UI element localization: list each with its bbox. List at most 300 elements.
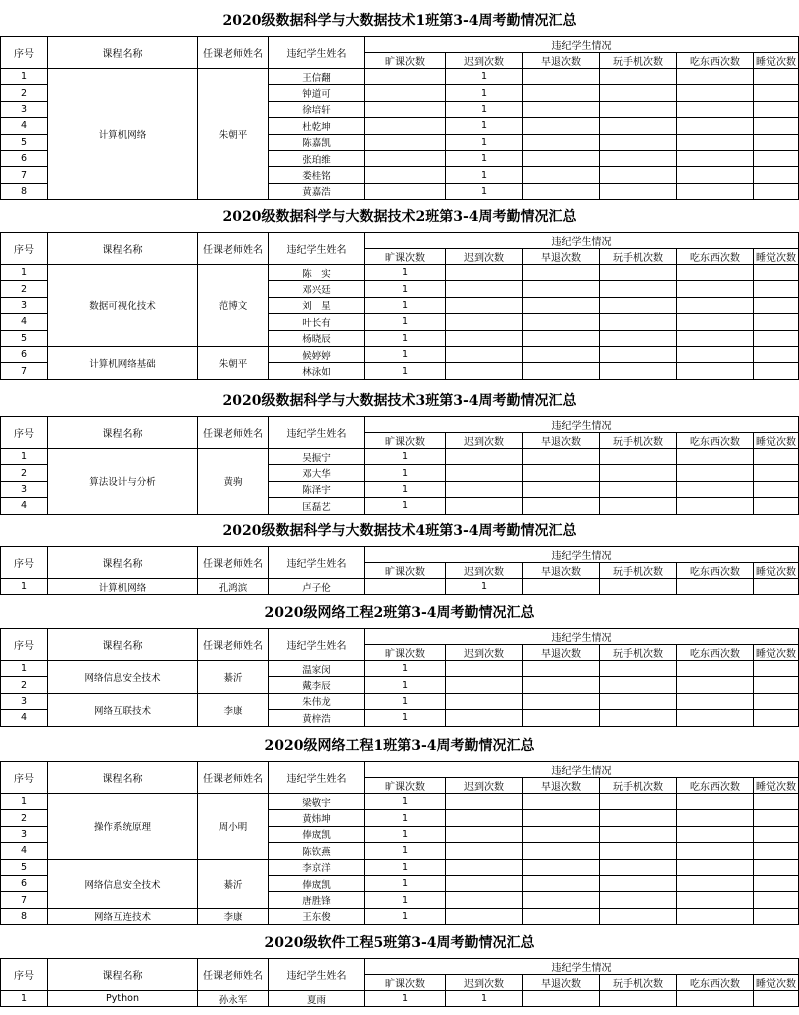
- header-course: 课程名称: [48, 233, 198, 265]
- count-cell: [446, 677, 523, 693]
- count-cell: [754, 134, 799, 150]
- header-course: 课程名称: [48, 417, 198, 449]
- header-count-col: 吃东西次数: [677, 433, 754, 449]
- count-cell: [523, 314, 600, 330]
- count-cell: [677, 150, 754, 166]
- count-cell: 1: [365, 330, 446, 346]
- student-name-cell: 温家闵: [269, 661, 365, 677]
- count-cell: [523, 710, 600, 726]
- count-cell: [677, 101, 754, 117]
- count-cell: [677, 843, 754, 859]
- count-cell: [523, 481, 600, 497]
- count-cell: [754, 449, 799, 465]
- header-teacher: 任课老师姓名: [198, 417, 269, 449]
- count-cell: [754, 859, 799, 875]
- count-cell: [677, 330, 754, 346]
- count-cell: 1: [446, 167, 523, 183]
- count-cell: 1: [446, 85, 523, 101]
- count-cell: [677, 859, 754, 875]
- count-cell: [446, 794, 523, 810]
- count-cell: [446, 908, 523, 924]
- student-name-cell: 俸宬凯: [269, 875, 365, 891]
- header-count-col: 早退次数: [523, 563, 600, 579]
- count-cell: [754, 183, 799, 199]
- seq-cell: 1: [1, 265, 48, 281]
- count-cell: [446, 875, 523, 891]
- seq-cell: 1: [1, 991, 48, 1007]
- count-cell: [523, 297, 600, 313]
- header-count-col: 旷课次数: [365, 645, 446, 661]
- seq-cell: 1: [1, 661, 48, 677]
- count-cell: [600, 69, 677, 85]
- count-cell: [523, 346, 600, 362]
- count-cell: [600, 991, 677, 1007]
- count-cell: [754, 826, 799, 842]
- student-name-cell: 戴李辰: [269, 677, 365, 693]
- header-count-col: 玩手机次数: [600, 778, 677, 794]
- count-cell: [677, 794, 754, 810]
- count-cell: [677, 693, 754, 709]
- count-cell: [600, 481, 677, 497]
- count-cell: [677, 449, 754, 465]
- count-cell: [446, 346, 523, 362]
- count-cell: [523, 693, 600, 709]
- count-cell: [523, 101, 600, 117]
- count-cell: [600, 465, 677, 481]
- header-count-col: 玩手机次数: [600, 563, 677, 579]
- header-violation-group: 违纪学生情况: [365, 37, 799, 53]
- count-cell: [446, 810, 523, 826]
- seq-cell: 2: [1, 281, 48, 297]
- count-cell: 1: [365, 363, 446, 379]
- count-cell: [365, 101, 446, 117]
- seq-cell: 4: [1, 843, 48, 859]
- count-cell: 1: [365, 449, 446, 465]
- count-cell: [600, 85, 677, 101]
- header-course: 课程名称: [48, 547, 198, 579]
- count-cell: [365, 579, 446, 595]
- count-cell: [600, 183, 677, 199]
- count-cell: [677, 677, 754, 693]
- count-cell: [677, 346, 754, 362]
- attendance-table: [0, 416, 799, 515]
- header-count-col: 睡觉次数: [754, 975, 799, 991]
- count-cell: [365, 183, 446, 199]
- student-name-cell: 梁敬宇: [269, 794, 365, 810]
- count-cell: 1: [365, 481, 446, 497]
- count-cell: [677, 314, 754, 330]
- count-cell: 1: [365, 710, 446, 726]
- student-name-cell: 杜乾坤: [269, 118, 365, 134]
- student-name-cell: 匡磊艺: [269, 498, 365, 514]
- header-count-col: 迟到次数: [446, 778, 523, 794]
- count-cell: [523, 859, 600, 875]
- student-name-cell: 黄嘉浩: [269, 183, 365, 199]
- count-cell: [446, 826, 523, 842]
- header-count-col: 睡觉次数: [754, 433, 799, 449]
- header-count-col: 早退次数: [523, 975, 600, 991]
- count-cell: 1: [365, 661, 446, 677]
- count-cell: [523, 330, 600, 346]
- count-cell: [754, 579, 799, 595]
- attendance-table: [0, 36, 799, 200]
- count-cell: [600, 498, 677, 514]
- table-row: [1, 908, 799, 924]
- seq-cell: 1: [1, 794, 48, 810]
- count-cell: [677, 892, 754, 908]
- course-cell: 算法设计与分析: [48, 449, 198, 515]
- count-cell: [446, 859, 523, 875]
- header-count-col: 睡觉次数: [754, 249, 799, 265]
- seq-cell: 6: [1, 346, 48, 362]
- count-cell: [446, 843, 523, 859]
- header-seq: 序号: [1, 547, 48, 579]
- count-cell: [754, 693, 799, 709]
- count-cell: 1: [365, 281, 446, 297]
- header-count-col: 迟到次数: [446, 53, 523, 69]
- seq-cell: 6: [1, 875, 48, 891]
- header-teacher: 任课老师姓名: [198, 762, 269, 794]
- student-name-cell: 陈 实: [269, 265, 365, 281]
- student-name-cell: 朱伟龙: [269, 693, 365, 709]
- student-name-cell: 王东俊: [269, 908, 365, 924]
- count-cell: 1: [446, 183, 523, 199]
- count-cell: 1: [365, 693, 446, 709]
- count-cell: [677, 875, 754, 891]
- count-cell: [600, 677, 677, 693]
- count-cell: [523, 892, 600, 908]
- count-cell: [600, 794, 677, 810]
- header-count-col: 玩手机次数: [600, 975, 677, 991]
- header-count-col: 吃东西次数: [677, 563, 754, 579]
- attendance-table: [0, 546, 799, 595]
- table-row: [1, 69, 799, 85]
- count-cell: [754, 661, 799, 677]
- block-title: 2020级网络工程2班第3-4周考勤情况汇总: [264, 605, 535, 621]
- student-name-cell: 娄桂铭: [269, 167, 365, 183]
- header-count-col: 迟到次数: [446, 645, 523, 661]
- count-cell: [446, 481, 523, 497]
- header-count-col: 玩手机次数: [600, 433, 677, 449]
- header-teacher: 任课老师姓名: [198, 629, 269, 661]
- count-cell: [600, 167, 677, 183]
- count-cell: 1: [365, 498, 446, 514]
- header-count-col: 旷课次数: [365, 975, 446, 991]
- count-cell: [754, 330, 799, 346]
- count-cell: [600, 843, 677, 859]
- count-cell: [677, 810, 754, 826]
- count-cell: [754, 69, 799, 85]
- student-name-cell: 唐胜锋: [269, 892, 365, 908]
- count-cell: [754, 101, 799, 117]
- header-count-col: 吃东西次数: [677, 53, 754, 69]
- student-name-cell: 钟道可: [269, 85, 365, 101]
- header-seq: 序号: [1, 37, 48, 69]
- count-cell: [677, 908, 754, 924]
- count-cell: [365, 69, 446, 85]
- seq-cell: 2: [1, 810, 48, 826]
- table-row: [1, 794, 799, 810]
- count-cell: [446, 297, 523, 313]
- table-row: [1, 991, 799, 1007]
- count-cell: [754, 794, 799, 810]
- count-cell: [677, 265, 754, 281]
- count-cell: [754, 465, 799, 481]
- seq-cell: 4: [1, 118, 48, 134]
- header-teacher: 任课老师姓名: [198, 547, 269, 579]
- seq-cell: 7: [1, 892, 48, 908]
- count-cell: [523, 794, 600, 810]
- count-cell: [754, 498, 799, 514]
- count-cell: [523, 579, 600, 595]
- count-cell: [365, 85, 446, 101]
- count-cell: [523, 167, 600, 183]
- seq-cell: 4: [1, 710, 48, 726]
- count-cell: [600, 118, 677, 134]
- count-cell: 1: [365, 794, 446, 810]
- count-cell: 1: [446, 579, 523, 595]
- header-seq: 序号: [1, 629, 48, 661]
- count-cell: [754, 875, 799, 891]
- header-seq: 序号: [1, 762, 48, 794]
- seq-cell: 2: [1, 465, 48, 481]
- course-cell: 网络互连技术: [48, 908, 198, 924]
- teacher-cell: 黄驹: [198, 449, 269, 515]
- seq-cell: 2: [1, 677, 48, 693]
- header-count-col: 早退次数: [523, 433, 600, 449]
- student-name-cell: 张珀维: [269, 150, 365, 166]
- seq-cell: 2: [1, 85, 48, 101]
- header-violation-group: 违纪学生情况: [365, 629, 799, 645]
- count-cell: [446, 661, 523, 677]
- count-cell: [365, 167, 446, 183]
- student-name-cell: 徐培轩: [269, 101, 365, 117]
- count-cell: [600, 449, 677, 465]
- student-name-cell: 叶长有: [269, 314, 365, 330]
- seq-cell: 1: [1, 579, 48, 595]
- count-cell: [677, 710, 754, 726]
- seq-cell: 3: [1, 826, 48, 842]
- count-cell: [365, 134, 446, 150]
- count-cell: [446, 710, 523, 726]
- block-title: 2020级数据科学与大数据技术2班第3-4周考勤情况汇总: [222, 209, 577, 225]
- count-cell: [446, 465, 523, 481]
- student-name-cell: 杨晓辰: [269, 330, 365, 346]
- count-cell: 1: [365, 677, 446, 693]
- count-cell: 1: [365, 297, 446, 313]
- count-cell: [523, 810, 600, 826]
- header-count-col: 吃东西次数: [677, 975, 754, 991]
- count-cell: [446, 265, 523, 281]
- count-cell: [677, 183, 754, 199]
- course-cell: 操作系统原理: [48, 794, 198, 860]
- count-cell: [600, 134, 677, 150]
- teacher-cell: 綦沂: [198, 859, 269, 908]
- header-count-col: 旷课次数: [365, 433, 446, 449]
- count-cell: [523, 661, 600, 677]
- header-count-col: 睡觉次数: [754, 778, 799, 794]
- count-cell: 1: [365, 346, 446, 362]
- seq-cell: 6: [1, 150, 48, 166]
- count-cell: [523, 465, 600, 481]
- header-count-col: 吃东西次数: [677, 249, 754, 265]
- count-cell: [754, 810, 799, 826]
- header-seq: 序号: [1, 417, 48, 449]
- attendance-table: [0, 232, 799, 380]
- count-cell: 1: [365, 908, 446, 924]
- count-cell: [677, 579, 754, 595]
- count-cell: [677, 661, 754, 677]
- count-cell: [600, 859, 677, 875]
- count-cell: [677, 85, 754, 101]
- seq-cell: 1: [1, 69, 48, 85]
- table-row: [1, 579, 799, 595]
- header-count-col: 吃东西次数: [677, 645, 754, 661]
- header-count-col: 旷课次数: [365, 53, 446, 69]
- attendance-table: [0, 761, 799, 925]
- student-name-cell: 黄梓浩: [269, 710, 365, 726]
- count-cell: [754, 281, 799, 297]
- count-cell: [446, 449, 523, 465]
- count-cell: [446, 314, 523, 330]
- header-violation-group: 违纪学生情况: [365, 762, 799, 778]
- header-count-col: 迟到次数: [446, 249, 523, 265]
- header-count-col: 玩手机次数: [600, 645, 677, 661]
- student-name-cell: 陈泽宇: [269, 481, 365, 497]
- header-course: 课程名称: [48, 37, 198, 69]
- count-cell: [523, 875, 600, 891]
- count-cell: [677, 481, 754, 497]
- count-cell: 1: [365, 875, 446, 891]
- seq-cell: 8: [1, 183, 48, 199]
- count-cell: 1: [365, 991, 446, 1007]
- count-cell: [600, 693, 677, 709]
- count-cell: 1: [446, 150, 523, 166]
- count-cell: [677, 118, 754, 134]
- header-seq: 序号: [1, 959, 48, 991]
- count-cell: [523, 281, 600, 297]
- count-cell: [523, 183, 600, 199]
- student-name-cell: 王信翻: [269, 69, 365, 85]
- count-cell: [523, 69, 600, 85]
- count-cell: [754, 265, 799, 281]
- header-student: 违纪学生姓名: [269, 959, 365, 991]
- count-cell: [523, 150, 600, 166]
- header-teacher: 任课老师姓名: [198, 233, 269, 265]
- count-cell: [600, 101, 677, 117]
- count-cell: [523, 265, 600, 281]
- count-cell: 1: [365, 314, 446, 330]
- seq-cell: 5: [1, 134, 48, 150]
- count-cell: 1: [365, 859, 446, 875]
- block-title: 2020级数据科学与大数据技术4班第3-4周考勤情况汇总: [222, 523, 577, 539]
- count-cell: [600, 330, 677, 346]
- header-student: 违纪学生姓名: [269, 547, 365, 579]
- header-teacher: 任课老师姓名: [198, 959, 269, 991]
- count-cell: [523, 118, 600, 134]
- count-cell: [754, 481, 799, 497]
- header-count-col: 睡觉次数: [754, 645, 799, 661]
- count-cell: [600, 346, 677, 362]
- course-cell: 计算机网络: [48, 579, 198, 595]
- seq-cell: 7: [1, 167, 48, 183]
- course-cell: 计算机网络: [48, 69, 198, 200]
- header-student: 违纪学生姓名: [269, 417, 365, 449]
- count-cell: 1: [446, 991, 523, 1007]
- count-cell: [754, 346, 799, 362]
- header-count-col: 早退次数: [523, 249, 600, 265]
- block-title: 2020级网络工程1班第3-4周考勤情况汇总: [264, 738, 535, 754]
- count-cell: [523, 908, 600, 924]
- header-violation-group: 违纪学生情况: [365, 233, 799, 249]
- teacher-cell: 李康: [198, 908, 269, 924]
- count-cell: [677, 991, 754, 1007]
- count-cell: 1: [365, 265, 446, 281]
- header-violation-group: 违纪学生情况: [365, 417, 799, 433]
- header-student: 违纪学生姓名: [269, 629, 365, 661]
- count-cell: [754, 297, 799, 313]
- count-cell: [600, 810, 677, 826]
- count-cell: [600, 661, 677, 677]
- student-name-cell: 黄炜坤: [269, 810, 365, 826]
- student-name-cell: 俸宬凯: [269, 826, 365, 842]
- count-cell: [754, 892, 799, 908]
- count-cell: [600, 892, 677, 908]
- count-cell: [600, 281, 677, 297]
- header-teacher: 任课老师姓名: [198, 37, 269, 69]
- course-cell: Python: [48, 991, 198, 1007]
- attendance-table: [0, 628, 799, 727]
- seq-cell: 4: [1, 314, 48, 330]
- course-cell: 网络信息安全技术: [48, 859, 198, 908]
- block-title: 2020级软件工程5班第3-4周考勤情况汇总: [264, 935, 535, 951]
- count-cell: [754, 710, 799, 726]
- count-cell: [754, 314, 799, 330]
- count-cell: [365, 150, 446, 166]
- count-cell: [600, 265, 677, 281]
- teacher-cell: 范博文: [198, 265, 269, 347]
- count-cell: 1: [446, 69, 523, 85]
- count-cell: [677, 281, 754, 297]
- seq-cell: 1: [1, 449, 48, 465]
- count-cell: [754, 85, 799, 101]
- count-cell: [600, 875, 677, 891]
- count-cell: [677, 363, 754, 379]
- count-cell: [754, 150, 799, 166]
- count-cell: [600, 297, 677, 313]
- count-cell: [677, 498, 754, 514]
- header-count-col: 迟到次数: [446, 975, 523, 991]
- header-course: 课程名称: [48, 762, 198, 794]
- header-count-col: 旷课次数: [365, 249, 446, 265]
- header-student: 违纪学生姓名: [269, 762, 365, 794]
- block-title: 2020级数据科学与大数据技术3班第3-4周考勤情况汇总: [222, 393, 577, 409]
- table-row: [1, 859, 799, 875]
- count-cell: [600, 579, 677, 595]
- count-cell: 1: [365, 892, 446, 908]
- count-cell: [365, 118, 446, 134]
- count-cell: 1: [446, 134, 523, 150]
- header-violation-group: 违纪学生情况: [365, 547, 799, 563]
- count-cell: [754, 908, 799, 924]
- header-count-col: 旷课次数: [365, 778, 446, 794]
- count-cell: [677, 134, 754, 150]
- table-row: [1, 661, 799, 677]
- count-cell: 1: [365, 465, 446, 481]
- count-cell: [523, 85, 600, 101]
- course-cell: 网络互联技术: [48, 693, 198, 726]
- seq-cell: 3: [1, 101, 48, 117]
